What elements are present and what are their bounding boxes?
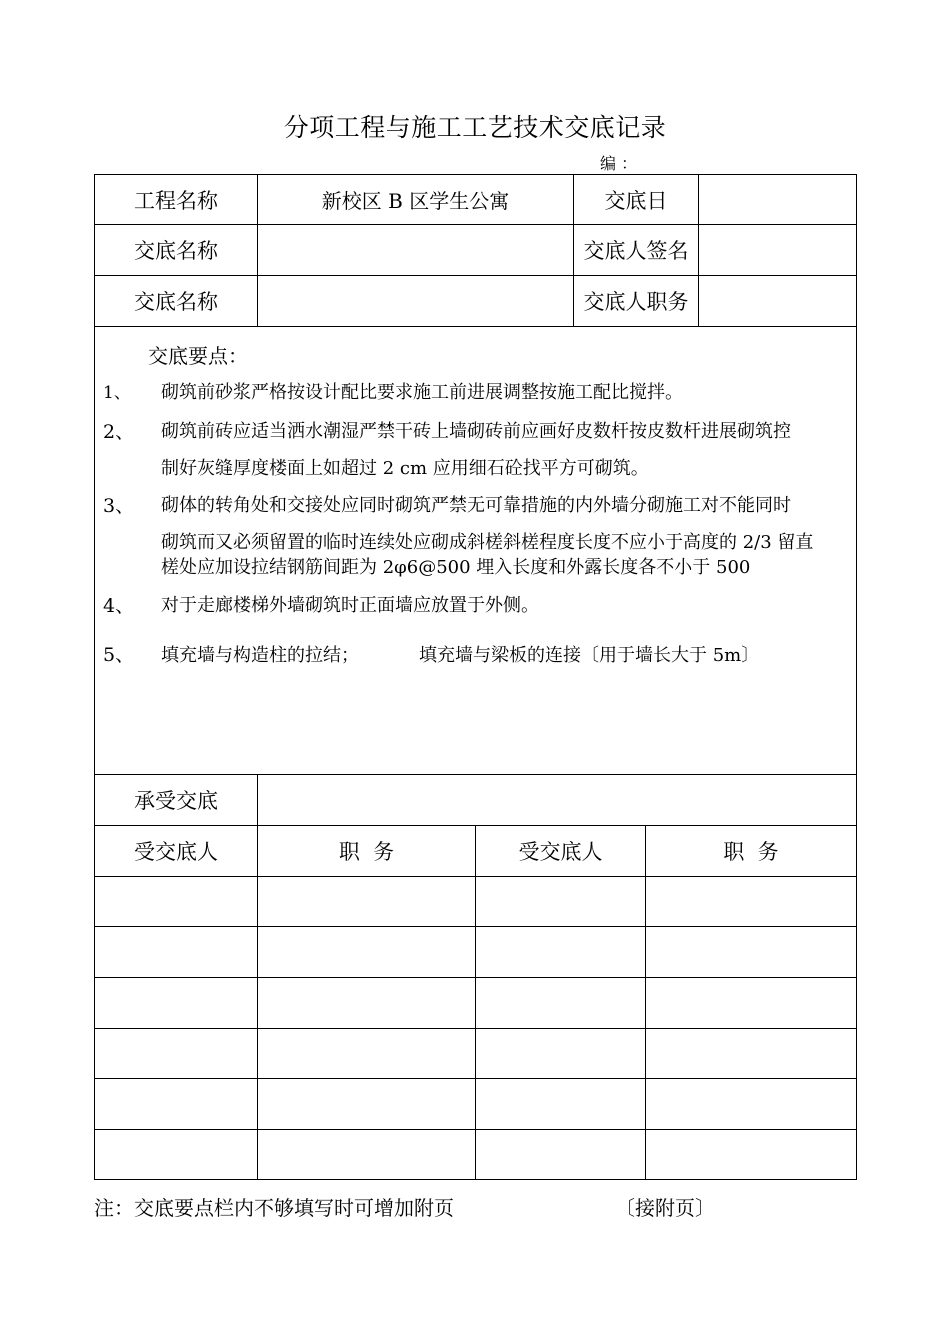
handover-name-label: 交底名称 [134, 239, 218, 263]
table-border-right [856, 174, 857, 1180]
handover-date-value[interactable] [699, 175, 856, 224]
point-number: 5、 [103, 644, 135, 666]
duty-header: 职 务 [338, 840, 395, 864]
project-name-label: 工程名称 [134, 188, 218, 213]
point-line: 砌体的转角处和交接处应同时砌筑严禁无可靠措施的内外墙分砌施工对不能同时 [161, 495, 791, 516]
handover-name-label-2: 交底名称 [134, 290, 218, 314]
position-value[interactable] [699, 276, 856, 326]
point-number: 2、 [103, 421, 135, 443]
point-number: 1、 [103, 383, 131, 403]
receive-value[interactable] [258, 775, 856, 825]
table-col-rule [475, 825, 476, 1180]
recipient-header: 受交底人 [134, 840, 218, 864]
handover-name-value-2[interactable] [258, 276, 573, 326]
attach-note: 〔接附页〕 [615, 1196, 715, 1220]
point-line: 对于走廊楼梯外墙砌筑时正面墙应放置于外侧。 [161, 595, 539, 616]
signer-label: 交底人签名 [583, 239, 689, 263]
page-title: 分项工程与施工工艺技术交底记录 [283, 113, 667, 142]
footer-note: 注：交底要点栏内不够填写时可增加附页 [94, 1196, 454, 1220]
recipient-header-2: 受交底人 [518, 840, 603, 864]
position-label: 交底人职务 [583, 290, 689, 314]
point-line: 填充墙与构造柱的拉结； [161, 645, 359, 666]
receive-label: 承受交底 [134, 789, 218, 813]
point-line: 砌筑前砂浆严格按设计配比要求施工前进展调整按施工配比搅拌。 [161, 382, 683, 403]
point-number: 3、 [103, 495, 135, 517]
duty-header-2: 职 务 [723, 840, 779, 864]
point-line: 槎处应加设拉结钢筋间距为 2φ6@500 埋入长度和外露长度各不小于 500 [161, 557, 751, 578]
handover-date-label: 交底日 [604, 188, 668, 213]
edition-label: 编 ： [600, 154, 638, 173]
signer-value[interactable] [699, 225, 856, 275]
point-line: 制好灰缝厚度楼面上如超过 2 cm 应用细石砼找平方可砌筑。 [161, 458, 649, 479]
point-line: 填充墙与梁板的连接〔用于墙长大于 5m〕 [419, 645, 760, 666]
table-col-rule [645, 825, 646, 1180]
handover-name-value[interactable] [258, 225, 573, 275]
point-line: 砌筑前砖应适当洒水潮湿严禁干砖上墙砌砖前应画好皮数杆按皮数杆进展砌筑控 [161, 421, 791, 442]
points-heading: 交底要点： [148, 344, 248, 368]
point-line: 砌筑而又必须留置的临时连续处应砌成斜槎斜槎程度长度不应小于高度的 2/3 留直 [161, 532, 814, 553]
point-number: 4、 [103, 595, 135, 617]
project-name-value: 新校区 B 区学生公寓 [321, 189, 510, 213]
table-rule [94, 326, 857, 327]
